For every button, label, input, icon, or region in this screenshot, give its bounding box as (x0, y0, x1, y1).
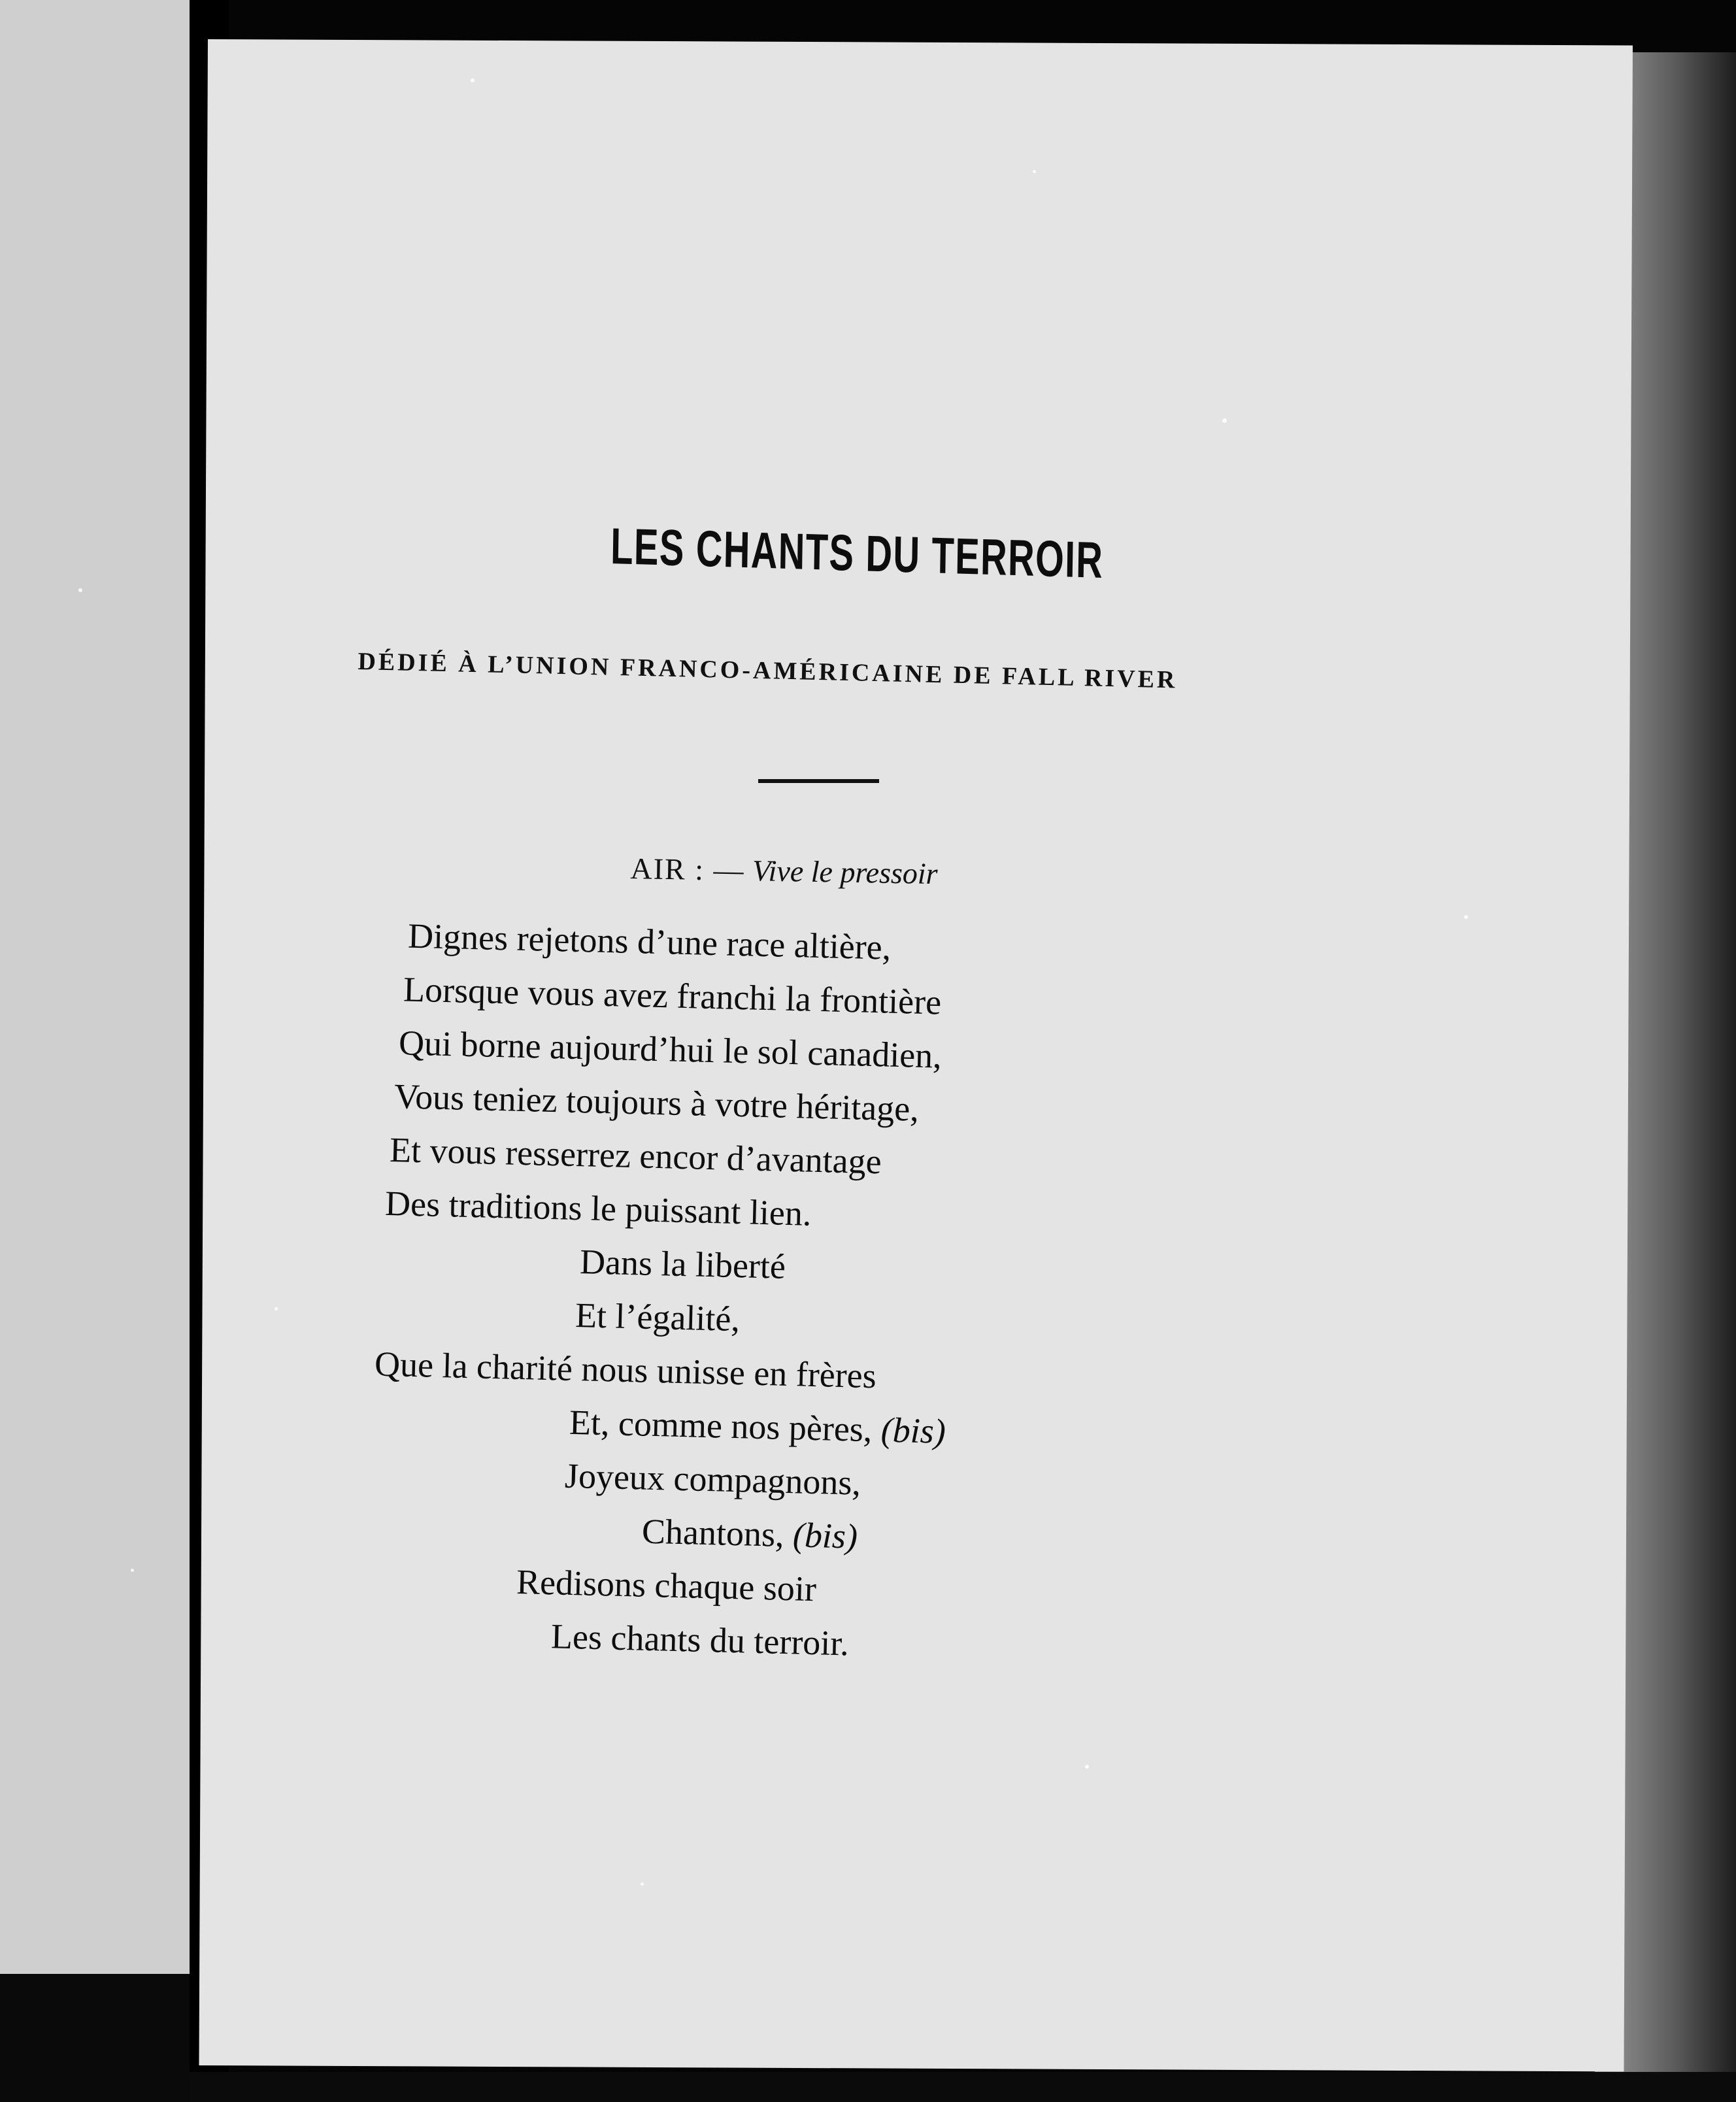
air-tune-name: Vive le pressoir (752, 854, 939, 891)
scan-dust-speck (471, 78, 475, 82)
verse-line: Vous teniez toujours à votre héritage, (393, 1076, 920, 1129)
scan-dust-speck (1222, 418, 1227, 423)
scan-dust-speck (1033, 170, 1036, 173)
verse-line: Lorsque vous avez franchi la frontière (403, 969, 942, 1022)
page-title: LES CHANTS DU TERROIR (610, 516, 1104, 589)
verse-line-text: Chantons, (641, 1511, 785, 1554)
scan-dust-speck (131, 1569, 134, 1572)
verse-line: Les chants du terroir. (550, 1616, 850, 1663)
scan-dust-speck (1464, 915, 1468, 919)
verse-line: Dans la liberté (579, 1242, 786, 1286)
facing-page-bottom-shadow (0, 1974, 190, 2102)
scan-dust-speck (275, 1307, 278, 1310)
verse-line: Des traditions le puissant lien. (384, 1183, 812, 1233)
scan-bottom-border (190, 2072, 1736, 2102)
bis-mark: (bis) (792, 1515, 858, 1556)
air-label: AIR : — (630, 851, 745, 888)
bis-mark: (bis) (880, 1410, 946, 1451)
verse-line: Et l’égalité, (575, 1295, 741, 1339)
verse-line: Que la charité nous unisse en frères (374, 1344, 877, 1396)
scan-dust-speck (1085, 1765, 1089, 1769)
verse-line-with-bis (641, 1511, 858, 1557)
verse-line: Redisons chaque soir (516, 1561, 817, 1609)
facing-page (0, 0, 190, 2102)
scan-dust-speck (641, 1882, 644, 1886)
tune-indication (630, 851, 938, 891)
verse-line: Qui borne aujourd’hui le sol canadien, (398, 1023, 943, 1076)
scan-dust-speck (78, 588, 82, 592)
dedication-line: DÉDIÉ À L’UNION FRANCO-AMÉRICAINE DE FALL RIVER (358, 647, 1178, 694)
verse-line: Joyeux compagnons, (564, 1456, 861, 1503)
verse-line: Et vous resserrez encor d’avantage (389, 1130, 882, 1182)
verse-line-text: Et, comme nos pères, (569, 1402, 873, 1450)
verse-line: Dignes rejetons d’une race altière, (407, 916, 892, 967)
title-rule (758, 779, 879, 783)
